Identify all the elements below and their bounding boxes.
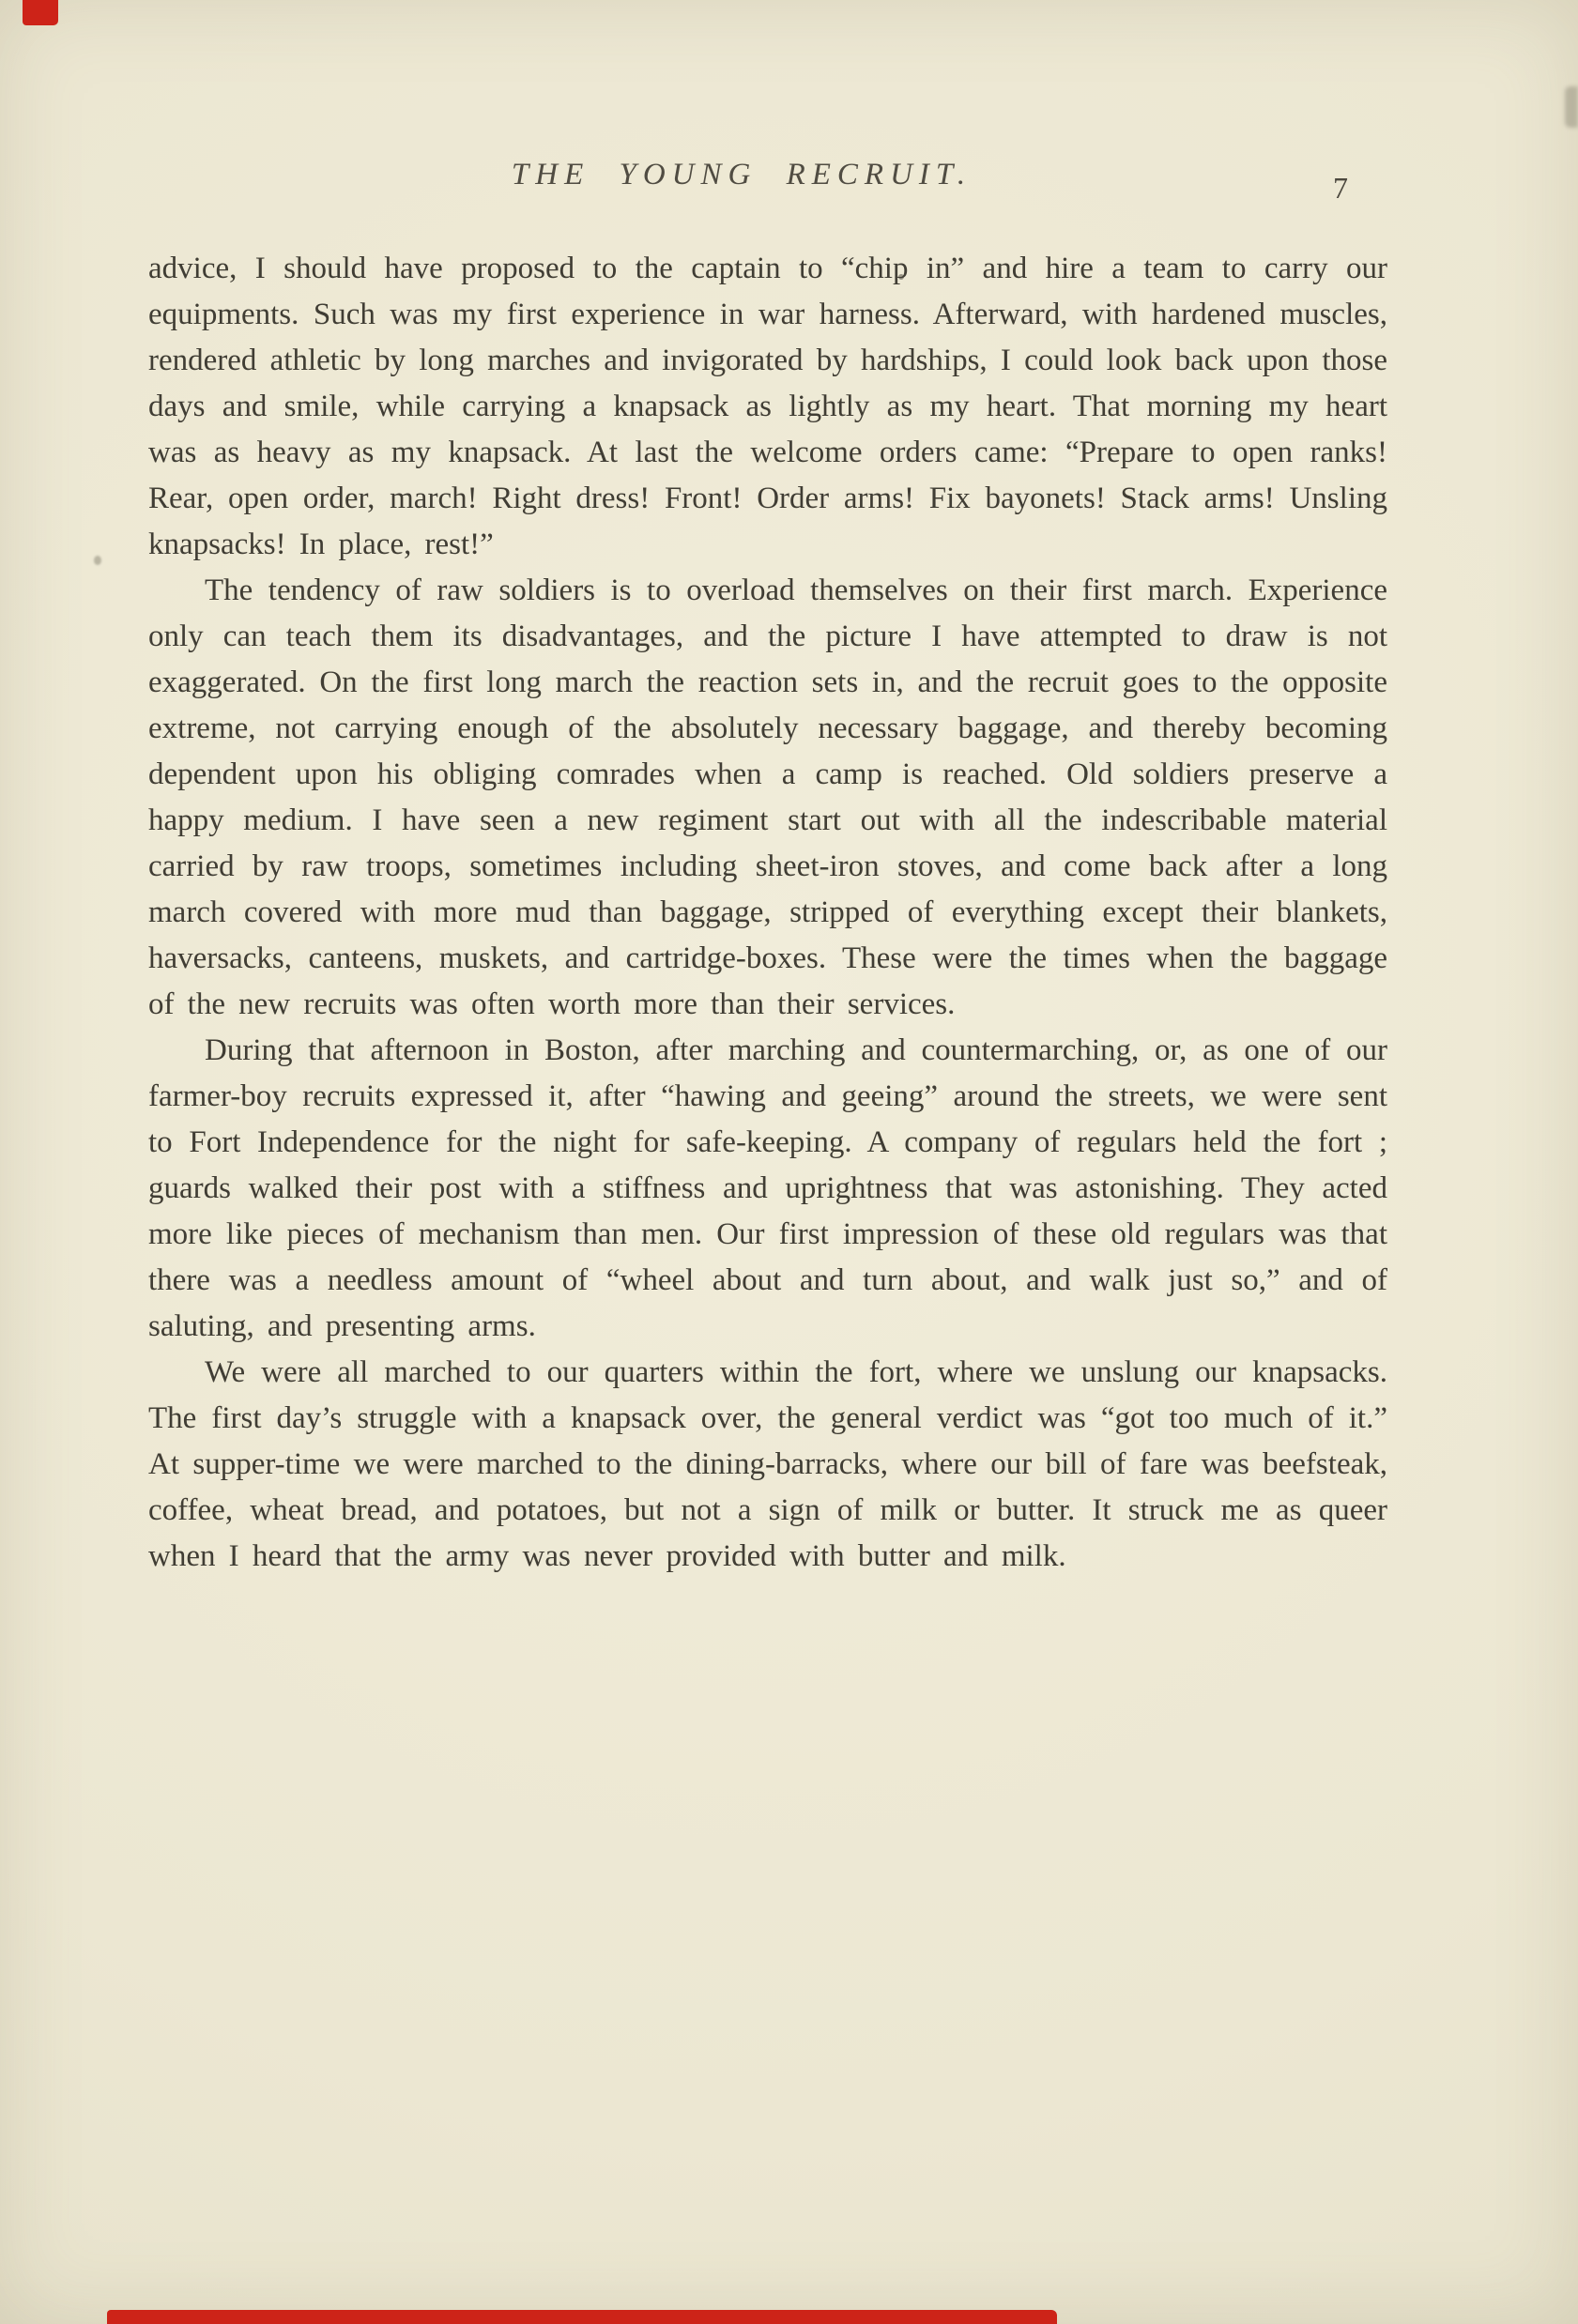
body-paragraph: During that afternoon in Boston, after marching and countermarching, or, as one of our farmer-boy recruits expressed it, after “hawing and geeing” around the streets, we were sent to Fort Independence for the night for safe-keeping. A company of regulars held the fort ; guards walked their post with a stiffness and uprightness that was astonishing. They acted more like pieces of mechanism than men. Our first impression of these old regulars was that there was a needless amount of “wheel about and turn about, and walk just so,” and of saluting, and presenting arms. (148, 1033, 1387, 1343)
page-title: THE YOUNG RECRUIT. (511, 158, 973, 191)
body-paragraph: advice, I should have proposed to the captain to “chip in” and hire a team to carry our equipments. Such was my first experience in war harness. Afterward, with hardened muscles, rendered athletic by long marches and invigorated by hardships, I could look back upon those days and smile, while carrying a knapsack as lightly as my heart. That morning my heart was as heavy as my knapsack. At last the welcome orders came: “Prepare to open ranks! Rear, open order, march! Right dress! Front! Order arms! Fix bayonets! Stack arms! Unsling knapsacks! In place, rest!” (148, 252, 1387, 561)
scan-artifact-smudge (1565, 86, 1578, 128)
page-number: 7 (1333, 171, 1348, 205)
body-paragraph: We were all marched to our quarters within the fort, where we unslung our knapsacks. The first day’s struggle with a knapsack over, the general verdict was “got too much of it.” At supper-time we were marched to the dining-barracks, where our bill of fare was beefsteak, coffee, wheat bread, and potatoes, but not a sign of milk or butter. It struck me as queer when I heard that the army was never provided with butter and milk. (148, 1355, 1387, 1573)
body-text (148, 246, 1387, 1580)
red-edge-mark-top (23, 0, 58, 25)
body-paragraph: The tendency of raw soldiers is to overload themselves on their first march. Experience only can teach them its disadvantages, and the picture I have attempted to draw is not exaggerated. On the first long march the reaction sets in, and the recruit goes to the opposite extreme, not carrying enough of the absolutely necessary baggage, and thereby becoming dependent upon his obliging comrades when a camp is reached. Old soldiers preserve a happy medium. I have seen a new regiment start out with all the indescribable material carried by raw troops, sometimes including sheet-iron stoves, and come back after a long march covered with more mud than baggage, stripped of everything except their blankets, haversacks, canteens, muskets, and cartridge-boxes. These were the times when the baggage of the new recruits was often worth more than their services. (148, 573, 1387, 1021)
red-edge-mark-bottom (107, 2310, 1057, 2324)
running-head (150, 158, 1333, 192)
scan-artifact-speck (94, 556, 101, 565)
